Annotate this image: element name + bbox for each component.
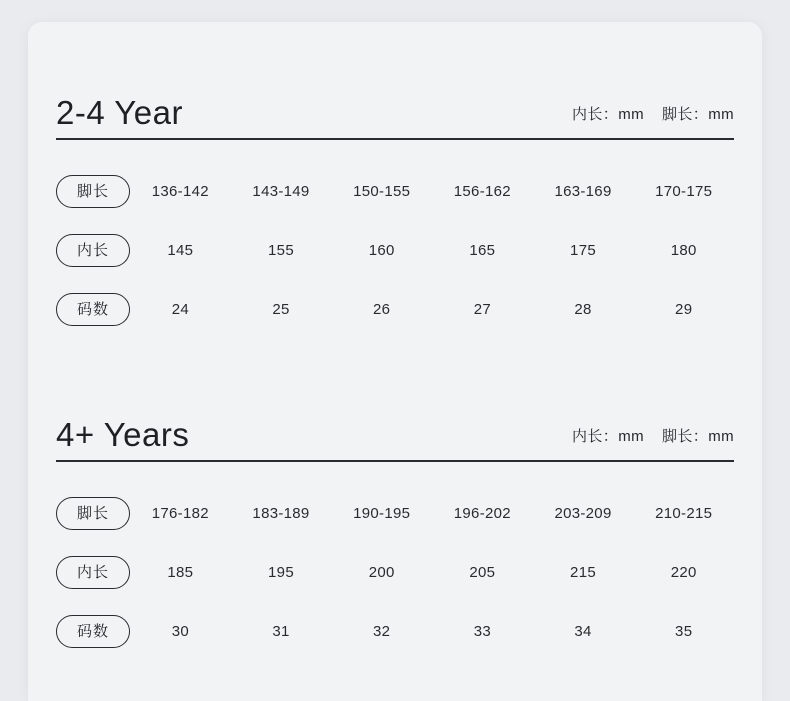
- cell: 27: [473, 301, 491, 318]
- section-header: [56, 76, 734, 138]
- cell: 156-162: [453, 183, 511, 200]
- cell: 205: [469, 564, 496, 581]
- section-divider: [56, 460, 734, 462]
- cell: 176-182: [151, 505, 209, 522]
- cell: 155: [268, 242, 294, 259]
- table-row: [56, 221, 734, 280]
- cell: 180: [670, 242, 697, 259]
- row-label-foot-length: 脚长: [56, 497, 130, 530]
- cell: 29: [675, 301, 693, 318]
- table-row: [56, 602, 734, 661]
- size-section-2-4-year: [28, 76, 762, 339]
- section-title: 2-4 Year: [56, 94, 183, 131]
- cell: 190-195: [353, 505, 411, 522]
- size-section-4-plus-years: [28, 398, 762, 661]
- cell: 175: [570, 242, 596, 259]
- cell: 35: [675, 623, 693, 640]
- unit-legend: [572, 425, 734, 446]
- cell: 25: [272, 301, 290, 318]
- unit-foot-length: 脚长：mm: [662, 106, 734, 123]
- row-cells: [130, 564, 734, 581]
- row-label-foot-length: 脚长: [56, 175, 130, 208]
- cell: 170-175: [655, 183, 713, 200]
- row-cells: [130, 242, 734, 259]
- row-cells: [130, 505, 734, 522]
- cell: 34: [574, 623, 592, 640]
- table-row: [56, 484, 734, 543]
- table-row: [56, 162, 734, 221]
- cell: 24: [171, 301, 189, 318]
- cell: 195: [268, 564, 294, 581]
- cell: 28: [574, 301, 592, 318]
- section-divider: [56, 138, 734, 140]
- cell: 145: [167, 242, 194, 259]
- cell: 31: [272, 623, 290, 640]
- cell: 32: [373, 623, 391, 640]
- cell: 185: [167, 564, 194, 581]
- row-cells: [130, 183, 734, 200]
- cell: 136-142: [151, 183, 209, 200]
- cell: 160: [368, 242, 395, 259]
- size-table: [56, 162, 734, 339]
- row-cells: [130, 623, 734, 640]
- cell: 220: [670, 564, 697, 581]
- table-row: [56, 280, 734, 339]
- row-label-size-number: 码数: [56, 293, 130, 326]
- cell: 33: [473, 623, 491, 640]
- unit-inner-length: 内长：mm: [572, 106, 644, 123]
- cell: 165: [469, 242, 496, 259]
- row-label-inner-length: 内长: [56, 556, 130, 589]
- row-label-inner-length: 内长: [56, 234, 130, 267]
- cell: 163-169: [554, 183, 612, 200]
- row-cells: [130, 301, 734, 318]
- cell: 150-155: [353, 183, 411, 200]
- cell: 26: [373, 301, 391, 318]
- size-table: [56, 484, 734, 661]
- unit-foot-length: 脚长：mm: [662, 428, 734, 445]
- cell: 30: [171, 623, 189, 640]
- table-row: [56, 543, 734, 602]
- cell: 200: [368, 564, 395, 581]
- section-header: [56, 398, 734, 460]
- size-chart-page: [28, 22, 762, 701]
- section-title: 4+ Years: [56, 416, 190, 453]
- cell: 196-202: [453, 505, 511, 522]
- cell: 215: [570, 564, 596, 581]
- unit-inner-length: 内长：mm: [572, 428, 644, 445]
- cell: 143-149: [252, 183, 310, 200]
- unit-legend: [572, 103, 734, 124]
- row-label-size-number: 码数: [56, 615, 130, 648]
- cell: 210-215: [655, 505, 713, 522]
- cell: 203-209: [554, 505, 612, 522]
- cell: 183-189: [252, 505, 310, 522]
